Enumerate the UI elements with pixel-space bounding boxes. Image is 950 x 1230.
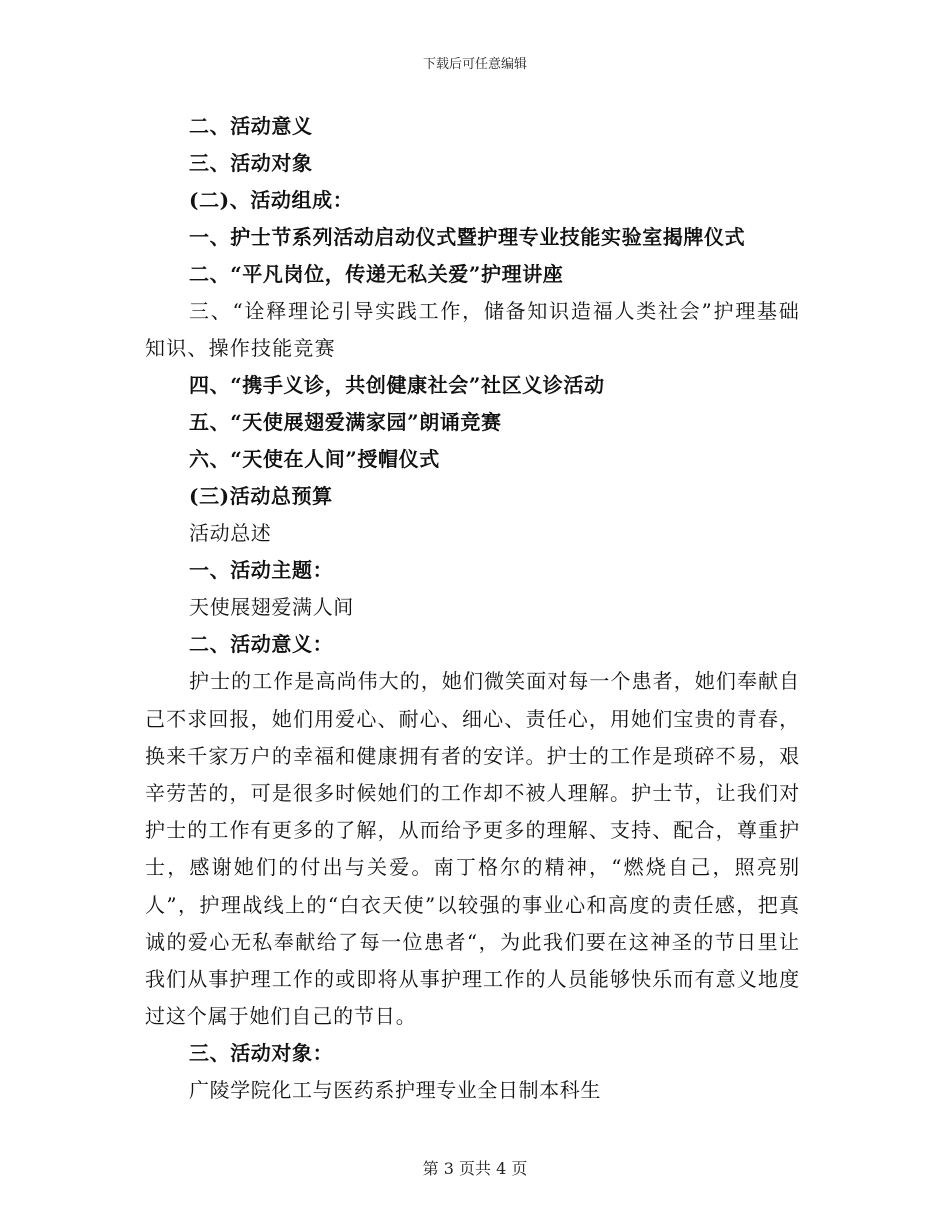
text-activity-target: 广陵学院化工与医药系护理专业全日制本科生 [189, 1078, 601, 1103]
item-capping-ceremony: 六、“天使在人间”授帽仪式 [189, 447, 440, 472]
page-header-note: 下载后可任意编辑 [422, 57, 527, 72]
heading-overview: 活动总述 [189, 521, 272, 546]
item-community-clinic: 四、“携手义诊，共创健康社会”社区义诊活动 [189, 373, 605, 398]
item-recitation-contest: 五、“天使展翅爱满家园”朗诵竞赛 [189, 410, 502, 435]
heading-activity-meaning: 二、活动意义 [189, 114, 313, 138]
heading-activity-meaning-2: 二、活动意义： [189, 632, 334, 657]
heading-activity-target: 三、活动对象 [189, 151, 313, 175]
text-activity-theme: 天使展翅爱满人间 [189, 595, 354, 620]
item-skills-contest: 三、“诠释理论引导实践工作，储备知识造福人类社会”护理基础知识、操作技能竞赛 [145, 299, 800, 361]
item-launch-ceremony: 一、护士节系列活动启动仪式暨护理专业技能实验室揭牌仪式 [189, 225, 746, 249]
document-body [145, 108, 800, 1109]
heading-total-budget: (三)活动总预算 [189, 484, 333, 509]
item-nursing-lecture: 二、“平凡岗位，传递无私关爱”护理讲座 [189, 262, 564, 286]
page-number: 第 3 页共 4 页 [422, 1159, 528, 1178]
heading-activity-composition: (二)、活动组成： [189, 188, 354, 212]
heading-activity-target-2: 三、活动对象： [189, 1041, 334, 1066]
heading-activity-theme: 一、活动主题： [189, 558, 334, 583]
paragraph-activity-meaning: 护士的工作是高尚伟大的，她们微笑面对每一个患者，她们奉献自己不求回报，她们用爱心、耐心、细心、责任心，用她们宝贵的青春，换来千家万户的幸福和健康拥有者的安详。护士的工作是琐碎不易，艰辛劳苦的，可是很多时候她们的工作却不被人理解。护士节，让我们对护士的工作有更多的了解，从而给予更多的理解、支持、配合，尊重护士，感谢她们的付出与关爱。南丁格尔的精神，“燃烧自己，照亮别人”，护理战线上的“白衣天使”以较强的事业心和高度的责任感，把真诚的爱心无私奉献给了每一位患者“，为此我们要在这神圣的节日里让我们从事护理工作的或即将从事护理工作的人员能够快乐而有意义地度过这个属于她们自己的节日。 [145, 669, 800, 1029]
